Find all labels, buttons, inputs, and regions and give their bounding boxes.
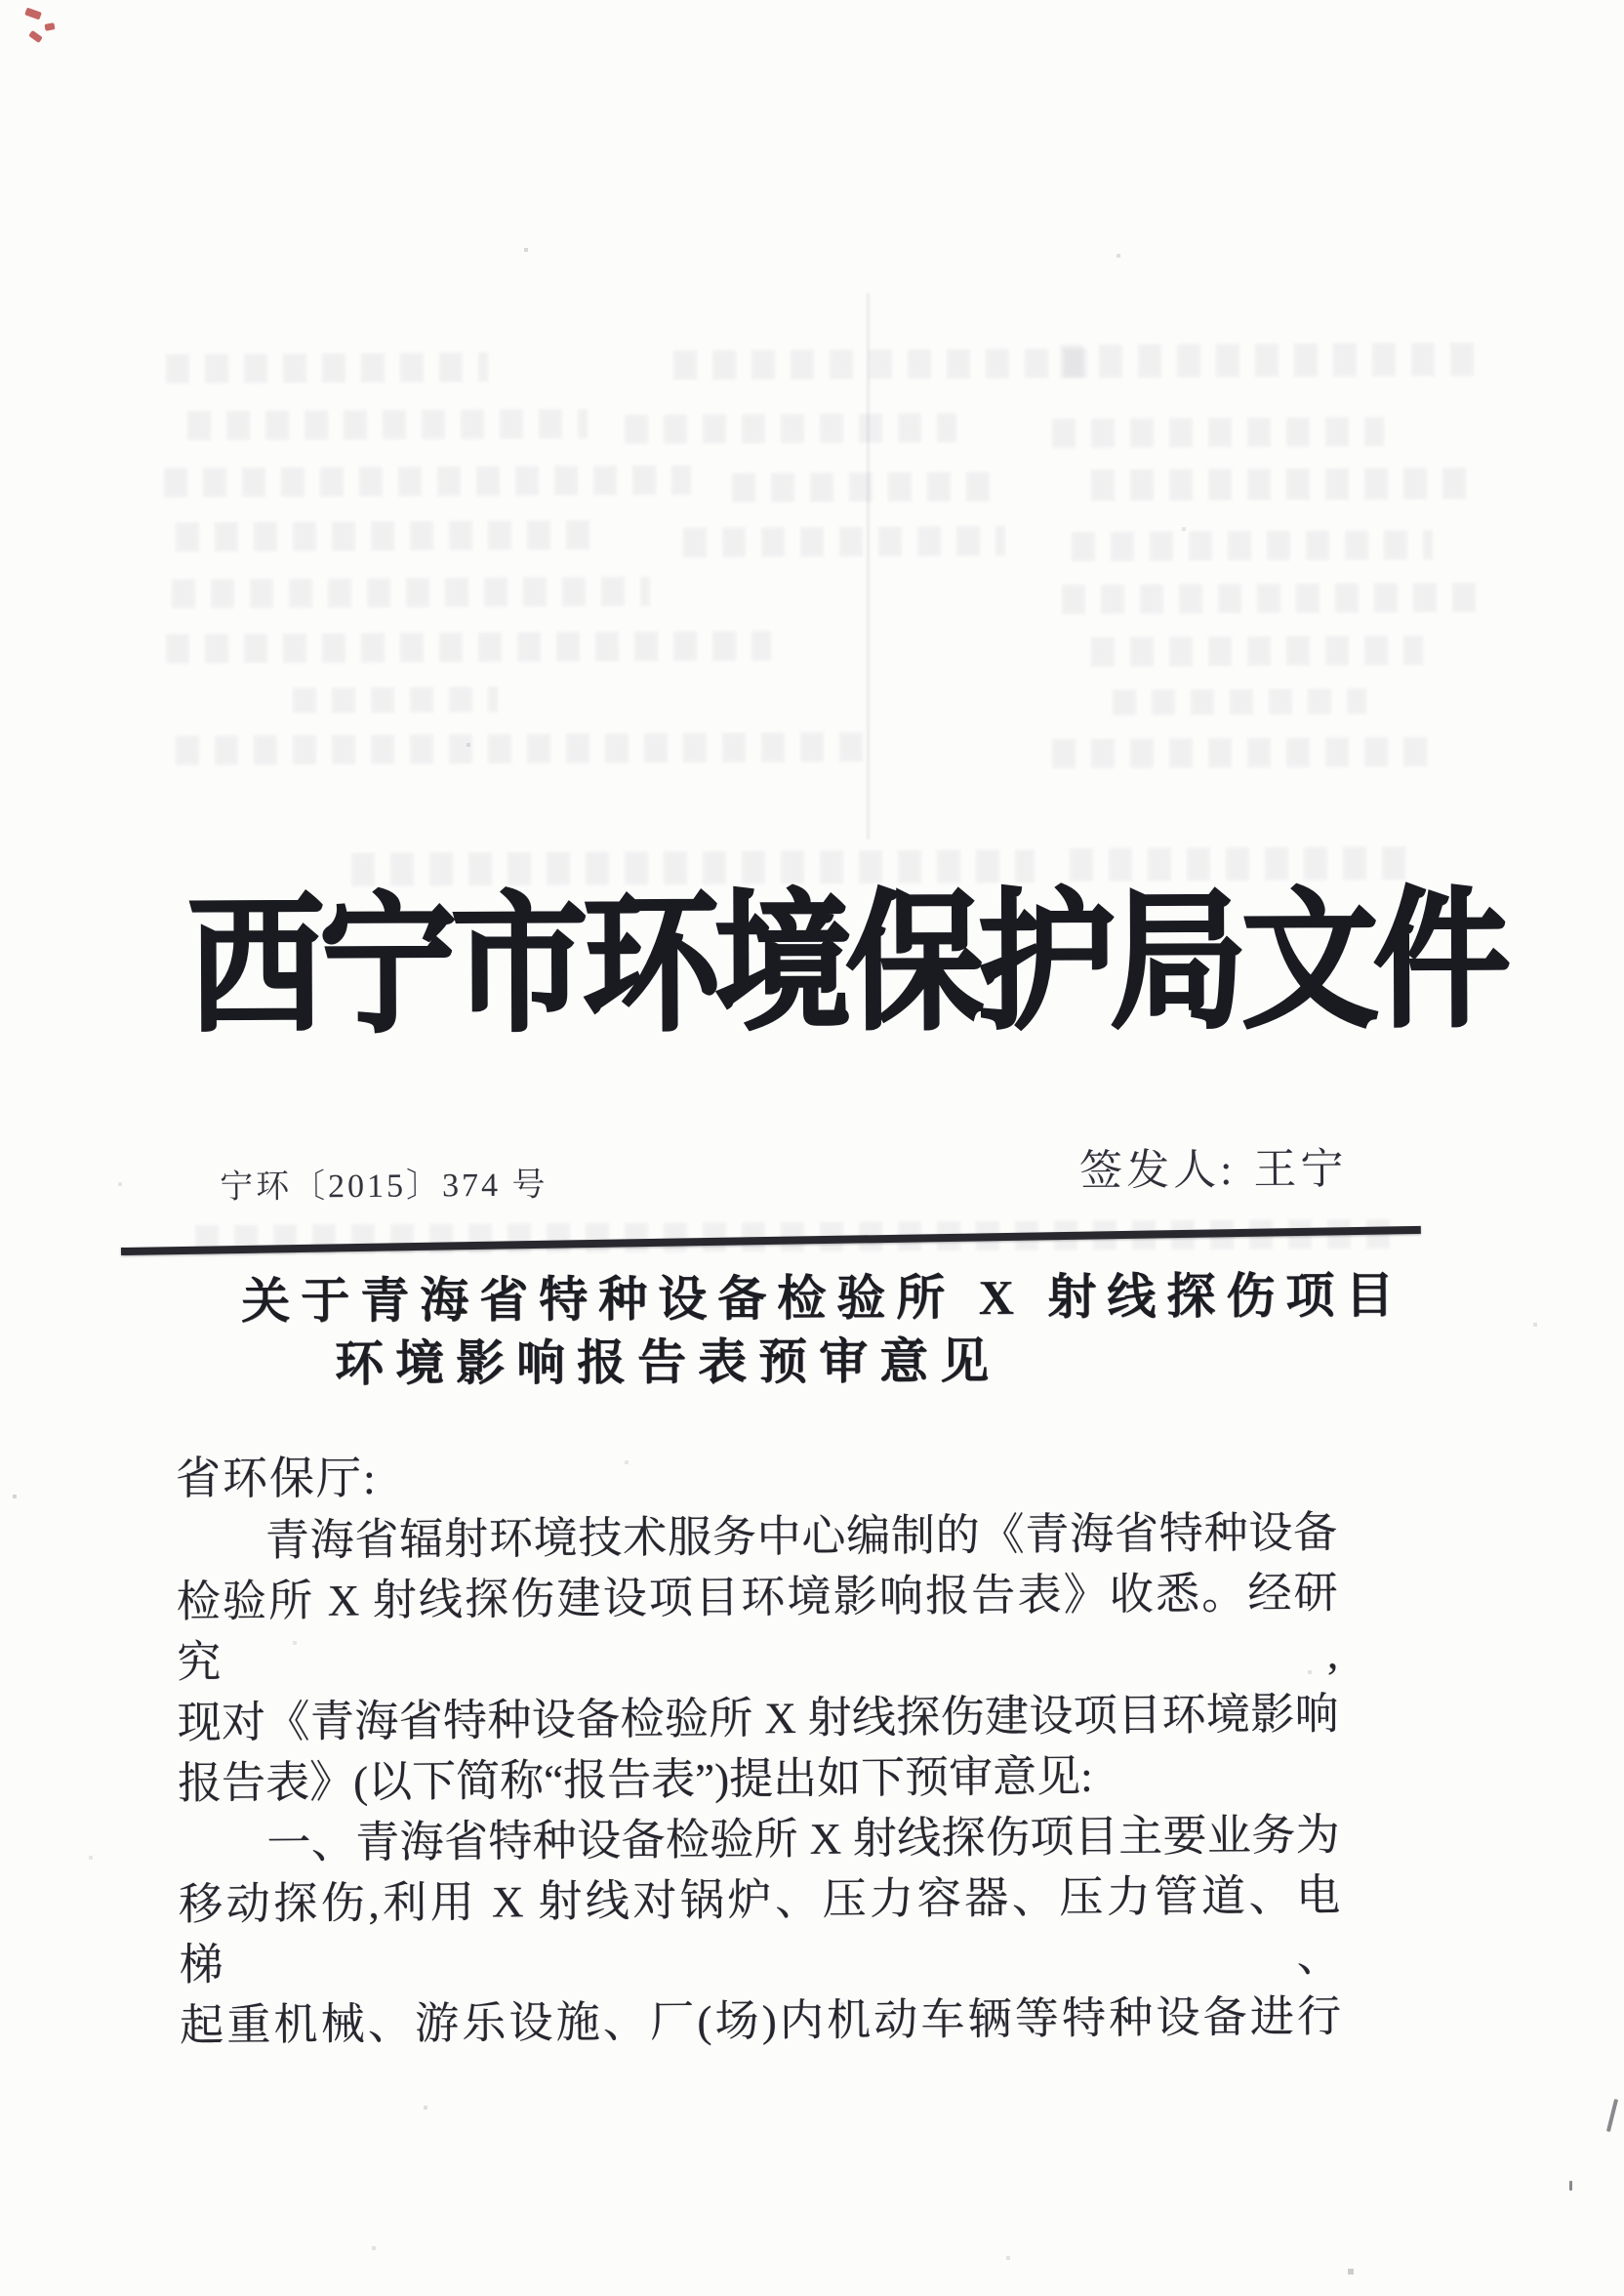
agency-letterhead-title: 西宁市环境保护局文件 — [187, 879, 1506, 1052]
bleed-through-text — [732, 472, 995, 502]
pen-mark — [1569, 2181, 1572, 2191]
bleed-through-text — [172, 577, 650, 609]
document-title-line1: 关于青海省特种设备检验所 X 射线探伤项目 — [240, 1267, 1405, 1329]
bleed-through-text — [164, 466, 691, 498]
scan-noise-dots — [0, 0, 2, 2]
issuer-label: 签发人: — [1078, 1145, 1237, 1195]
bleed-through-text — [673, 348, 1093, 380]
bleed-through-text — [1062, 583, 1482, 614]
bleed-through-text — [1072, 530, 1433, 561]
body-line: 起重机械、游乐设施、厂(场)内机动车辆等特种设备进行 — [179, 1991, 1342, 2050]
bleed-through-text — [1091, 636, 1423, 667]
bleed-through-text — [187, 409, 588, 440]
bleed-through-text — [176, 520, 595, 552]
bleed-through-text — [176, 732, 869, 765]
bleed-through-text — [1052, 737, 1433, 768]
bleed-through-text — [683, 526, 1005, 557]
bleed-through-text — [625, 413, 956, 444]
issuer-name: 王宁 — [1253, 1145, 1348, 1194]
bleed-through-text — [1113, 688, 1366, 715]
bleed-through-text — [1060, 343, 1480, 378]
issuer-row — [1078, 1145, 1348, 1195]
document-number: 宁环〔2015〕374 号 — [219, 1167, 548, 1206]
bleed-through-text — [293, 686, 498, 713]
body-line: 现对《青海省特种设备检验所 X 射线探伤建设项目环境影响 — [177, 1689, 1339, 1747]
body-line: 移动探伤,利用 X 射线对锅炉、压力容器、压力管道、电梯、 — [178, 1870, 1341, 1989]
red-pen-speck — [28, 30, 43, 43]
pen-mark — [1606, 2099, 1618, 2132]
body-line: 青海省辐射环境技术服务中心编制的《青海省特种设备 — [176, 1507, 1338, 1566]
salutation: 省环保厅: — [176, 1454, 378, 1503]
body-line: 一、青海省特种设备检验所 X 射线探伤项目主要业务为 — [178, 1810, 1340, 1868]
red-pen-speck — [44, 22, 55, 31]
body-line: 检验所 X 射线探伤建设项目环境影响报告表》收悉。经研究, — [176, 1568, 1339, 1687]
bleed-through-text — [1091, 468, 1482, 501]
bleed-through-text — [166, 631, 771, 663]
body-line: 报告表》(以下简称“报告表”)提出如下预审意见: — [177, 1751, 1093, 1808]
body-text — [176, 1502, 1341, 2056]
red-pen-speck — [24, 8, 42, 20]
bleed-through-text — [166, 352, 488, 384]
bleed-through-text — [1052, 417, 1384, 448]
document-title-line2: 环境影响报告表预审意见 — [334, 1333, 1001, 1391]
letterhead-rule — [121, 1226, 1421, 1255]
bleed-through-line — [867, 293, 870, 840]
